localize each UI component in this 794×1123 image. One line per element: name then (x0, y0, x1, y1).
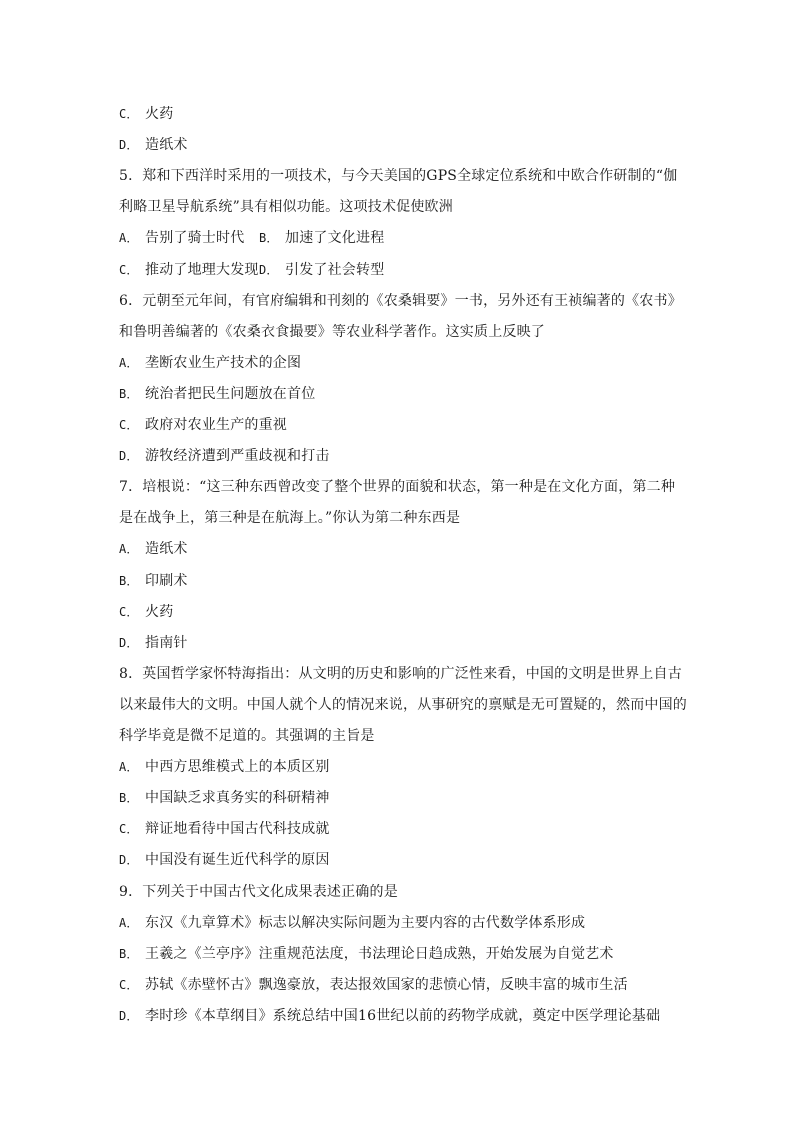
option-letter: B． (259, 231, 279, 246)
question-line: 9．下列关于中国古代文化成果表述正确的是 (119, 883, 398, 900)
answer-option (119, 415, 679, 435)
answer-option (119, 633, 679, 653)
option-text: 统治者把民生问题放在首位 (145, 385, 316, 402)
question-line: 是在战争上，第三种是在航海上。”你认为第二种东西是 (119, 510, 461, 527)
option-letter: B． (119, 946, 139, 961)
option-letter: B． (119, 386, 139, 401)
answer-option (259, 262, 384, 278)
option-text: 中西方思维模式上的本质区别 (145, 759, 330, 776)
option-letter: B． (119, 573, 139, 588)
option-letter: A． (119, 542, 139, 557)
option-text: 火药 (145, 603, 174, 620)
answer-option (119, 446, 679, 466)
answer-option (119, 757, 679, 777)
answer-option (119, 135, 679, 155)
option-letter: A． (119, 231, 139, 246)
option-letter: C． (119, 604, 139, 619)
question-line: 7．培根说：“这三种东西曾改变了整个世界的面貌和状态，第一种是在文化方面，第二种 (119, 479, 676, 496)
answer-option (119, 602, 679, 622)
option-letter: D． (119, 1008, 139, 1023)
option-text: 推动了地理大发现 (145, 261, 259, 278)
question-line: 8．英国哲学家怀特海指出：从文明的历史和影响的广泛性来看，中国的文明是世界上自古 (119, 665, 682, 682)
option-letter: D． (119, 635, 139, 650)
option-letter: D． (119, 138, 139, 153)
question-line: 利略卫星导航系统”具有相似功能。这项技术促使欧洲 (119, 199, 453, 216)
option-text: 指南针 (145, 634, 188, 651)
question-line: 6．元朝至元年间，有官府编辑和刊刻的《农桑辑要》一书，另外还有王祯编著的《农书》 (119, 292, 682, 309)
option-text: 垄断农业生产技术的企图 (145, 354, 302, 371)
question-line: 和鲁明善编著的《农桑衣食撮要》等农业科学著作。这实质上反映了 (119, 323, 545, 340)
option-text: 造纸术 (145, 137, 188, 154)
option-letter: C． (119, 262, 139, 277)
option-text: 苏轼《赤壁怀古》飘逸豪放，表达报效国家的悲愤心情，反映丰富的城市生活 (145, 976, 628, 993)
option-text: 东汉《九章算术》标志以解决实际问题为主要内容的古代数学体系形成 (145, 914, 586, 931)
answer-option (259, 230, 384, 246)
option-text: 造纸术 (145, 541, 188, 558)
answer-option (119, 819, 679, 839)
option-text: 游牧经济遭到严重歧视和打击 (145, 448, 330, 465)
answer-option (119, 944, 679, 964)
option-text: 引发了社会转型 (285, 261, 385, 278)
option-text: 加速了文化进程 (285, 230, 385, 247)
option-text: 告别了骑士时代 (145, 230, 245, 247)
answer-option (119, 913, 679, 933)
answer-option (119, 850, 679, 870)
answer-option-pair (119, 260, 679, 280)
option-text: 火药 (145, 106, 174, 122)
option-text: 印刷术 (145, 572, 188, 589)
answer-option (119, 788, 679, 808)
option-letter: C． (119, 822, 139, 837)
answer-option (119, 384, 679, 404)
answer-option (119, 353, 679, 373)
option-letter: D． (119, 449, 139, 464)
option-letter: D． (119, 853, 139, 868)
answer-option (119, 571, 679, 591)
option-text: 中国缺乏求真务实的科研精神 (145, 790, 330, 807)
option-text: 辩证地看待中国古代科技成就 (145, 821, 330, 838)
option-letter: C． (119, 418, 139, 432)
option-text: 王羲之《兰亭序》注重规范法度，书法理论日趋成熟，开始发展为自觉艺术 (145, 945, 614, 962)
option-letter: B． (119, 791, 139, 806)
question-line: 5．郑和下西洋时采用的一项技术，与今天美国的GPS全球定位系统和中欧合作研制的“伽 (119, 168, 678, 185)
option-letter: A． (119, 915, 139, 930)
option-text: 中国没有诞生近代科学的原因 (145, 852, 330, 869)
option-letter: A． (119, 760, 139, 775)
option-text: 政府对农业生产的重视 (145, 417, 287, 433)
option-letter: C． (119, 107, 139, 121)
option-text: 李时珍《本草纲目》系统总结中国16世纪以前的药物学成就，奠定中医学理论基础 (145, 1007, 661, 1024)
answer-option-pair (119, 228, 679, 248)
option-letter: D． (259, 262, 279, 277)
answer-option (119, 975, 679, 995)
option-letter: C． (119, 977, 139, 992)
answer-option (119, 104, 679, 124)
answer-option (119, 228, 259, 248)
question-line: 以来最伟大的文明。中国人就个人的情况来说，从事研究的禀赋是无可置疑的，然而中国的 (119, 696, 687, 713)
question-line: 科学毕竟是微不足道的。其强调的主旨是 (119, 728, 375, 744)
option-letter: A． (119, 355, 139, 370)
answer-option (119, 260, 259, 280)
answer-option (119, 539, 679, 559)
answer-option (119, 1006, 679, 1026)
